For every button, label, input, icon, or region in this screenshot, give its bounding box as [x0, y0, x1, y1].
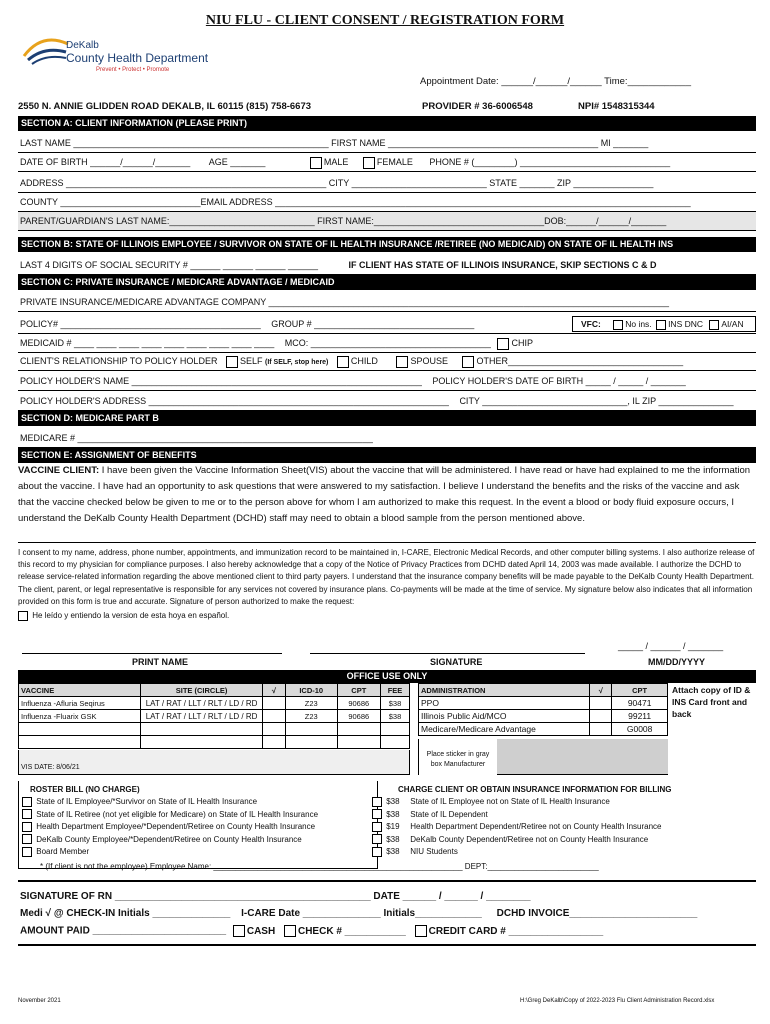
spanish-row — [18, 611, 229, 621]
check-cell[interactable] — [590, 710, 612, 723]
health-department-logo-icon — [22, 36, 70, 66]
vaccine-client-text: I have been given the Vaccine Information Sheet(VIS) about the vaccine that will be administered. I have read or have had explained to me the information about the vaccine. I have had an opportunity to ask questions that were answered to my satisfaction. I believe I understand the benefits and the risks of the vaccine and ask that the vaccine checked below be given to me or to the person above for whom I am authorized to make this request. In the event a blood or body fluid exposure occurs, I understand the DeKalb County Health Department (DCHD) staff may need to obtain a blood sample from the person mentioned above. — [18, 465, 751, 524]
signature-label: SIGNATURE — [430, 657, 483, 667]
icd10-cell: Z23 — [285, 710, 337, 723]
self-checkbox[interactable] — [226, 356, 238, 368]
list-item — [372, 796, 662, 809]
admin-type: Medicare/Medicare Advantage — [419, 723, 590, 736]
check-cell[interactable] — [263, 697, 286, 710]
vaccine-client-label: VACCINE CLIENT: — [18, 465, 100, 476]
provider-number: PROVIDER # 36-6006548 — [422, 101, 533, 112]
signature-date-field[interactable]: _____ / ______ / _______ — [618, 641, 724, 651]
print-name-label: PRINT NAME — [132, 657, 188, 667]
medicaid-field[interactable]: MEDICAID # ____ ____ ____ ____ ____ ____ ____ ____ ____ — [20, 338, 275, 348]
ins-dnc-checkbox[interactable] — [656, 320, 666, 330]
check-cell[interactable] — [590, 723, 612, 736]
vis-date-row — [18, 750, 410, 775]
appointment-date-field[interactable]: Appointment Date: ______/______/______ Time:____________ — [420, 76, 691, 87]
charge-fee: $19 — [386, 822, 400, 831]
amount-paid-field[interactable]: AMOUNT PAID ________________________ — [20, 925, 227, 937]
logo-text: DeKalb County Health Department Prevent • Protect • Promote — [66, 40, 209, 73]
admin-type: Illinois Public Aid/MCO — [419, 710, 590, 723]
table-row — [419, 710, 668, 723]
holder-name-field[interactable]: POLICY HOLDER'S NAME __________________________________________________________ — [20, 376, 422, 386]
group-field[interactable]: GROUP # ________________________________ — [271, 319, 475, 329]
charge-fee: $38 — [386, 834, 400, 844]
sticker-label: Place sticker in gray box Manufacturer — [426, 751, 490, 768]
site-options[interactable]: LAT / RAT / LLT / RLT / LD / RD — [141, 697, 263, 710]
administration-table-header — [419, 684, 668, 697]
employee-name-field[interactable]: * (If client is not the employee) Employee Name: ________________________________________________________ DEPT:_________________________ — [40, 862, 599, 871]
col-admin-check: √ — [590, 684, 612, 697]
ssn-row — [18, 256, 756, 275]
col-admin-cpt: CPT — [612, 684, 668, 697]
section-d-header: SECTION D: MEDICARE PART B — [18, 411, 756, 426]
col-administration: ADMINISTRATION — [419, 684, 590, 697]
vaccine-client-statement — [18, 463, 756, 543]
dob-row — [18, 153, 756, 172]
charge-client-list — [372, 796, 662, 859]
npi-number: NPI# 1548315344 — [578, 101, 655, 112]
parent-guardian-row[interactable]: PARENT/GUARDIAN'S LAST NAME:_____________________________ FIRST NAME:__________________________________DOB:______/______/_______ — [18, 212, 756, 231]
chip-checkbox[interactable] — [497, 338, 509, 350]
roster-checkbox[interactable] — [22, 847, 32, 857]
roster-bill-list — [22, 796, 318, 859]
clinic-address: 2550 N. ANNIE GLIDDEN ROAD DEKALB, IL 60115 (815) 758-6673 — [18, 101, 312, 112]
child-checkbox[interactable] — [337, 356, 349, 368]
check-checkbox[interactable] — [284, 925, 296, 937]
female-checkbox[interactable] — [363, 157, 375, 169]
section-a-header: SECTION A: CLIENT INFORMATION (PLEASE PRINT) — [18, 116, 756, 131]
col-vaccine: VACCINE — [19, 684, 141, 697]
admin-cpt: G0008 — [612, 723, 668, 736]
other-checkbox[interactable] — [462, 356, 474, 368]
col-cpt: CPT — [337, 684, 380, 697]
list-item — [22, 834, 318, 847]
ssn-field[interactable]: LAST 4 DIGITS OF SOCIAL SECURITY # ______ ______ ______ ______ — [20, 260, 319, 270]
charge-label: NIU Students — [410, 847, 458, 856]
male-checkbox[interactable] — [310, 157, 322, 169]
col-fee: FEE — [381, 684, 410, 697]
attach-id-note: Attach copy of ID & INS Card front and back — [672, 685, 751, 719]
admin-cpt: 90471 — [612, 697, 668, 710]
charge-client-header: CHARGE CLIENT OR OBTAIN INSURANCE INFORMATION FOR BILLING — [398, 785, 672, 794]
admin-type: PPO — [419, 697, 590, 710]
spouse-label: SPOUSE — [410, 356, 448, 366]
charge-label: State of IL Employee not on State of IL Health Insurance — [410, 797, 610, 806]
holder-city-field[interactable]: CITY _____________________________, IL ZIP _______________ — [459, 396, 734, 406]
skip-sections-note: IF CLIENT HAS STATE OF ILLINOIS INSURANCE, SKIP SECTIONS C & D — [348, 260, 657, 270]
roster-checkbox[interactable] — [22, 822, 32, 832]
insurance-company-row[interactable]: PRIVATE INSURANCE/MEDICARE ADVANTAGE COMPANY ________________________________________________________________________________ — [18, 293, 756, 312]
charge-checkbox[interactable] — [372, 797, 382, 807]
charge-label: Health Department Dependent/Retiree not on County Health Insurance — [410, 822, 662, 831]
vis-date: VIS DATE: 8/06/21 — [21, 764, 80, 771]
holder-address-row — [18, 392, 756, 411]
mco-field[interactable]: MCO: ____________________________________ — [284, 338, 491, 348]
last-name-row[interactable]: LAST NAME ___________________________________________________ FIRST NAME __________________________________________ MI _______ — [18, 134, 756, 153]
list-item — [372, 834, 662, 847]
self-label: SELF — [239, 356, 263, 366]
charge-fee: $38 — [386, 809, 400, 819]
holder-address-field[interactable]: POLICY HOLDER'S ADDRESS ____________________________________________________________ — [20, 396, 449, 406]
table-row — [419, 723, 668, 736]
other-field[interactable]: OTHER___________________________________ — [476, 356, 684, 366]
holder-dob-field[interactable]: POLICY HOLDER'S DATE OF BIRTH _____ / _____ / _______ — [432, 376, 686, 386]
table-row — [19, 697, 410, 710]
col-icd10: ICD-10 — [285, 684, 337, 697]
form-title: NIU FLU - CLIENT CONSENT / REGISTRATION FORM — [205, 13, 565, 28]
medicaid-row — [18, 334, 756, 353]
credit-card-field[interactable]: CREDIT CARD # _________________ — [428, 925, 604, 937]
chip-label: CHIP — [511, 338, 533, 348]
check-cell[interactable] — [263, 710, 286, 723]
spouse-checkbox[interactable] — [396, 356, 408, 368]
self-note: (If SELF, stop here) — [265, 359, 329, 366]
spanish-checkbox[interactable] — [18, 611, 28, 621]
section-b-header: SECTION B: STATE OF ILLINOIS EMPLOYEE / SURVIVOR ON STATE OF IL HEALTH INSURANCE /RETIREE (NO MEDICAID) ON STATE OF IL HEALTH INS — [18, 237, 756, 252]
charge-checkbox[interactable] — [372, 822, 382, 832]
phone-field[interactable]: PHONE # (________) ______________________________ — [429, 157, 671, 167]
cpt-cell: 90686 — [337, 697, 380, 710]
no-ins-checkbox[interactable] — [613, 320, 623, 330]
dchd-invoice-field[interactable]: DCHD INVOICE_______________________ — [496, 908, 698, 919]
roster-label: State of IL Retiree (not yet eligible for Medicare) on State of IL Health Insurance — [36, 809, 319, 819]
male-label: MALE — [323, 157, 349, 167]
medicare-row[interactable]: MEDICARE # ___________________________________________________________ — [18, 429, 756, 448]
list-item — [372, 846, 662, 859]
age-field[interactable]: AGE _______ — [208, 157, 266, 167]
table-row — [19, 723, 410, 736]
consent-paragraph: I consent to my name, address, phone number, appointments, and immunization record to be maintained in, I-CARE, Electronic Medical Records, and other computer billing systems. I also authorize release of this record to my physician for compliance purposes. I also hereby acknowledge that a copy of the Notice of Privacy Practices from DCHD dated April 14, 2003 was made available. I authorize the DCHD to release service-related information regarding the above mentioned client to third party payers. I understand that the insurance company benefits will be made payable to the DeKalb County Health Department. The client, parent, or legal representative is responsible for any services not covered by insurance plans. Co-payments will be made at the time of service. My signature below also indicates that all information provided on this form is true and accurate. Signature of person authorized to make the request: — [18, 548, 755, 606]
file-path: H:\Greg DeKalb\Copy of 2022-2023 Flu Client Administration Record.xlsx — [520, 998, 715, 1004]
spanish-label: He leído y entiendo la version de esta hoya en español. — [32, 611, 230, 621]
charge-label: State of IL Dependent — [410, 809, 488, 819]
dob-field[interactable]: DATE OF BIRTH ______/______/_______ — [20, 157, 191, 167]
roster-label: State of IL Employee/*Survivor on State of IL Health Insurance — [36, 797, 258, 806]
vfc-label: VFC: — [581, 319, 601, 329]
ai-an-checkbox[interactable] — [709, 320, 719, 330]
holder-name-row — [18, 372, 756, 391]
fee-cell: $38 — [381, 710, 410, 723]
cash-label: CASH — [246, 925, 276, 937]
icd10-cell: Z23 — [285, 697, 337, 710]
check-number-field[interactable]: CHECK # ___________ — [297, 925, 406, 937]
list-item — [372, 809, 662, 822]
checkin-row — [20, 908, 697, 919]
charge-label: DeKalb County Dependent/Retiree not on County Health Insurance — [410, 834, 649, 844]
roster-bill-header: ROSTER BILL (NO CHARGE) — [30, 785, 140, 794]
roster-checkbox[interactable] — [22, 809, 32, 819]
female-label: FEMALE — [376, 157, 413, 167]
roster-checkbox[interactable] — [22, 834, 32, 844]
charge-checkbox[interactable] — [372, 809, 382, 819]
date-format-label: MM/DD/YYYY — [648, 657, 706, 667]
section-c-header: SECTION C: PRIVATE INSURANCE / MEDICARE ADVANTAGE / MEDICAID — [18, 275, 756, 290]
rn-signature-field[interactable]: SIGNATURE OF RN ______________________________________________ DATE ______ / ______ / ________ — [20, 891, 531, 902]
county-email-row[interactable]: COUNTY ____________________________EMAIL ADDRESS ___________________________________________________________________________________ — [18, 193, 756, 212]
vaccine-name: Influenza -Fluarix GSK — [19, 710, 141, 723]
list-item — [372, 821, 662, 834]
vfc-box — [572, 316, 756, 332]
address-row[interactable]: ADDRESS ____________________________________________________ CITY ___________________________ STATE _______ ZIP ________________ — [18, 174, 756, 193]
icare-date-field[interactable]: I-CARE Date ______________ Initials____________ — [241, 908, 482, 919]
relationship-label: CLIENT'S RELATIONSHIP TO POLICY HOLDER — [20, 356, 218, 366]
table-row — [19, 736, 410, 749]
vaccine-table-header — [19, 684, 410, 697]
fee-cell: $38 — [381, 697, 410, 710]
list-item — [22, 821, 318, 834]
form-revision-date: November 2021 — [18, 998, 61, 1004]
vaccine-table — [18, 683, 410, 749]
ai-an-label: AI/AN — [721, 319, 744, 329]
no-ins-label: No ins. — [625, 319, 652, 329]
office-use-header: OFFICE USE ONLY — [18, 670, 756, 683]
roster-label: DeKalb County Employee/*Dependent/Retiree on County Health Insurance — [36, 834, 302, 844]
check-cell[interactable] — [590, 697, 612, 710]
cash-checkbox[interactable] — [233, 925, 245, 937]
list-item — [22, 846, 318, 859]
charge-fee: $38 — [386, 797, 400, 806]
list-item — [22, 796, 318, 809]
signature-line[interactable] — [310, 653, 585, 654]
section-e-header: SECTION E: ASSIGNMENT OF BENEFITS — [18, 448, 756, 463]
roster-label: Health Department Employee/*Dependent/Retiree on County Health Insurance — [36, 822, 316, 831]
print-name-line[interactable] — [22, 653, 282, 654]
ins-dnc-label: INS DNC — [668, 319, 704, 329]
child-label: CHILD — [350, 356, 378, 366]
sticker-area — [418, 739, 668, 775]
credit-card-checkbox[interactable] — [415, 925, 427, 937]
roster-label: Board Member — [36, 847, 90, 856]
relationship-row — [18, 352, 756, 371]
administration-table — [418, 683, 668, 736]
table-row — [419, 697, 668, 710]
charge-checkbox[interactable] — [372, 834, 382, 844]
checkin-initials-field[interactable]: Medi √ @ CHECK-IN Initials ______________ — [20, 908, 231, 919]
table-row — [19, 710, 410, 723]
col-check: √ — [263, 684, 286, 697]
site-options[interactable]: LAT / RAT / LLT / RLT / LD / RD — [141, 710, 263, 723]
charge-checkbox[interactable] — [372, 847, 382, 857]
col-site: SITE (CIRCLE) — [141, 684, 263, 697]
payment-row — [20, 925, 603, 937]
roster-checkbox[interactable] — [22, 797, 32, 807]
policy-field[interactable]: POLICY# ________________________________________ — [20, 319, 261, 329]
cpt-cell: 90686 — [337, 710, 380, 723]
admin-cpt: 99211 — [612, 710, 668, 723]
vaccine-name: Influenza -Afluria Seqirus — [19, 697, 141, 710]
charge-fee: $38 — [386, 847, 400, 856]
list-item — [22, 809, 318, 822]
